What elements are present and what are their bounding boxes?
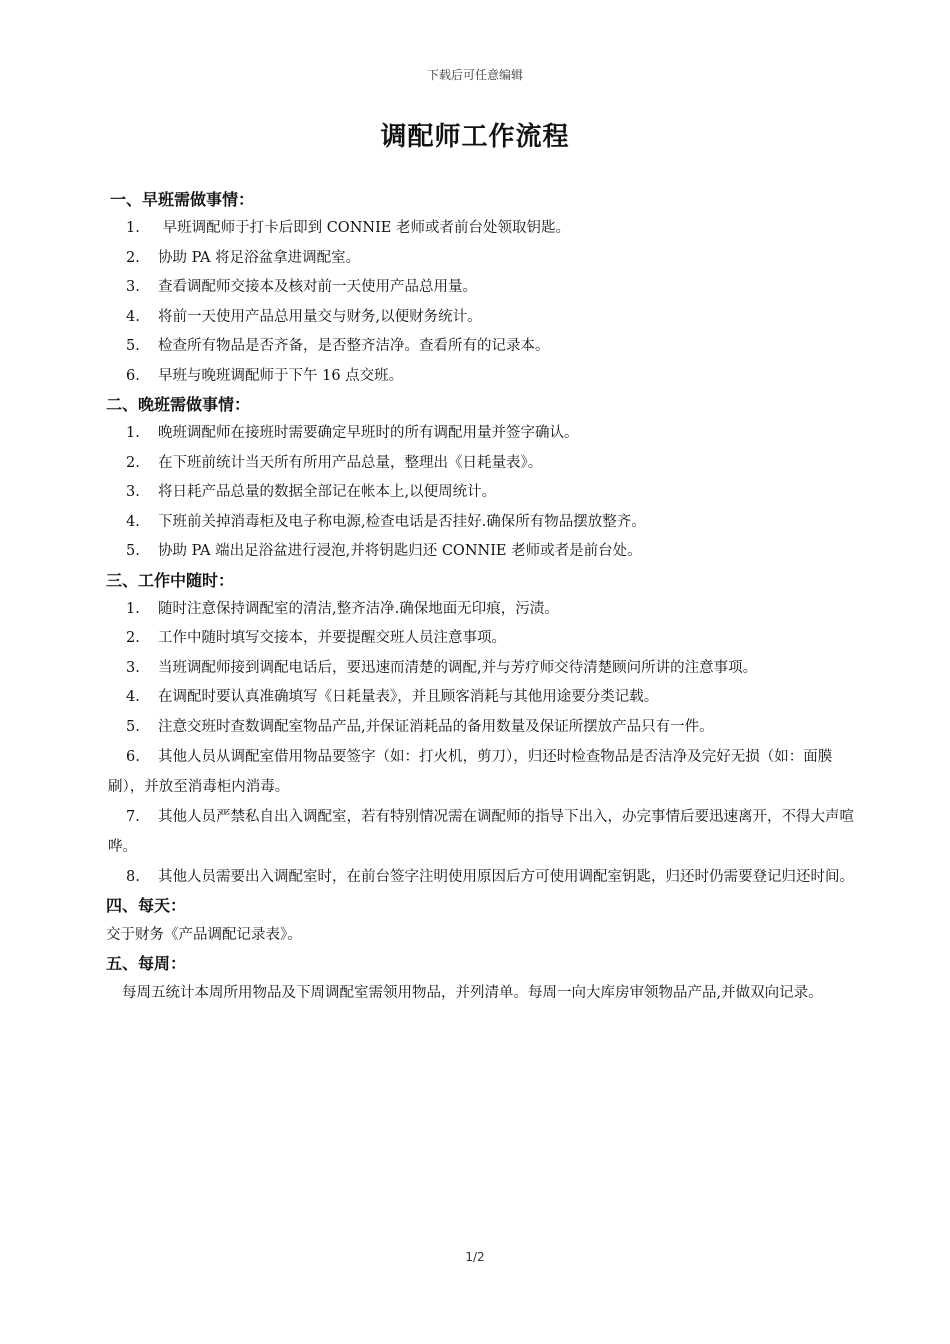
page-number: 1/2 [465,1250,485,1264]
list-item [126,273,860,303]
item-number: 5. [126,718,140,735]
item-number: 1. [126,220,140,236]
item-text: 将日耗产品总量的数据全部记在帐本上,以便周统计。 [158,484,497,500]
list-item [126,624,860,654]
list-item [126,362,860,392]
list-item [126,713,860,743]
section-heading-morning: 一、早班需做事情： [110,190,255,209]
item-text: 工作中随时填写交接本，并要提醒交班人员注意事项。 [158,630,506,646]
item-text: 早班调配师于打卡后即到 CONNIE 老师或者前台处领取钥匙。 [158,220,570,236]
item-number: 4. [126,513,140,530]
item-text: 晚班调配师在接班时需要确定早班时的所有调配用量并签字确认。 [158,425,579,441]
item-number: 8. [126,869,140,885]
list-item [126,654,860,684]
weekly-text: 每周五统计本周所用物品及下周调配室需领用物品，并列清单。每周一向大库房审领物品产品,并做双向记录。 [122,985,823,1001]
item-text: 下班前关掉消毒柜及电子称电源,检查电话是否挂好.确保所有物品摆放整齐。 [158,513,646,530]
list-item [126,537,860,567]
item-text: 查看调配师交接本及核对前一天使用产品总用量。 [158,279,477,295]
list-item [126,244,860,274]
item-number: 6. [126,367,140,384]
item-number: 7. [126,809,140,825]
item-text: 注意交班时查数调配室物品产品,并保证消耗品的备用数量及保证所摆放产品只有一件。 [158,718,714,735]
list-item [126,683,860,713]
item-text: 其他人员从调配室借用物品要签字（如：打火机，剪刀），归还时检查物品是否洁净及完好无损（如：面膜刷），并放至消毒柜内消毒。 [108,749,833,795]
document-title: 调配师工作流程 [380,122,570,152]
list-item [108,802,860,862]
section-heading-weekly: 五、每周： [106,954,187,973]
item-number: 3. [126,659,140,676]
item-number: 3. [126,279,140,295]
item-number: 5. [126,338,140,354]
list-item [126,478,860,508]
list-item [126,449,860,479]
item-text: 在调配时要认真准确填写《日耗量表》，并且顾客消耗与其他用途要分类记载。 [158,689,659,705]
item-number: 2. [126,249,140,266]
item-number: 3. [126,484,140,500]
list-item [126,332,860,362]
item-text: 协助 PA 端出足浴盆进行浸泡,并将钥匙归还 CONNIE 老师或者是前台处。 [158,543,642,559]
list-item [126,508,860,538]
section-heading-during-work: 三、工作中随时： [106,570,235,590]
item-number: 6. [126,749,140,765]
item-text: 随时注意保持调配室的清洁,整齐洁净.确保地面无印痕，污渍。 [158,600,559,617]
item-number: 4. [126,689,140,705]
section-heading-daily: 四、每天： [106,896,187,915]
item-text: 将前一天使用产品总用量交与财务,以便财务统计。 [158,308,482,325]
list-item [108,742,860,802]
list-item [126,595,860,625]
item-text: 早班与晚班调配师于下午 16 点交班。 [158,367,404,384]
item-text: 协助 PA 将足浴盆拿进调配室。 [158,249,361,266]
item-number: 1. [126,600,140,617]
item-text: 在下班前统计当天所有所用产品总量，整理出《日耗量表》。 [158,454,543,471]
header-note: 下载后可任意编辑 [426,68,523,82]
item-text: 当班调配师接到调配电话后，要迅速而清楚的调配,并与芳疗师交待清楚顾问所讲的注意事项。 [158,659,758,676]
item-number: 1. [126,425,140,441]
item-text: 其他人员严禁私自出入调配室，若有特别情况需在调配师的指导下出入，办完事情后要迅速离开，不得大声喧哗。 [108,809,854,855]
daily-text: 交于财务《产品调配记录表》。 [106,927,302,943]
item-text: 其他人员需要出入调配室时，在前台签字注明使用原因后方可使用调配室钥匙，归还时仍需要登记归还时间。 [158,869,854,885]
section-heading-evening: 二、晚班需做事情： [106,395,251,414]
list-item [126,214,860,244]
document-body [90,186,860,1008]
item-number: 5. [126,543,140,559]
item-number: 2. [126,454,140,471]
list-item [126,419,860,449]
list-item [108,862,860,892]
item-text: 检查所有物品是否齐备，是否整齐洁净。查看所有的记录本。 [158,338,550,354]
list-item [126,303,860,333]
item-number: 4. [126,308,140,325]
item-number: 2. [126,630,140,646]
